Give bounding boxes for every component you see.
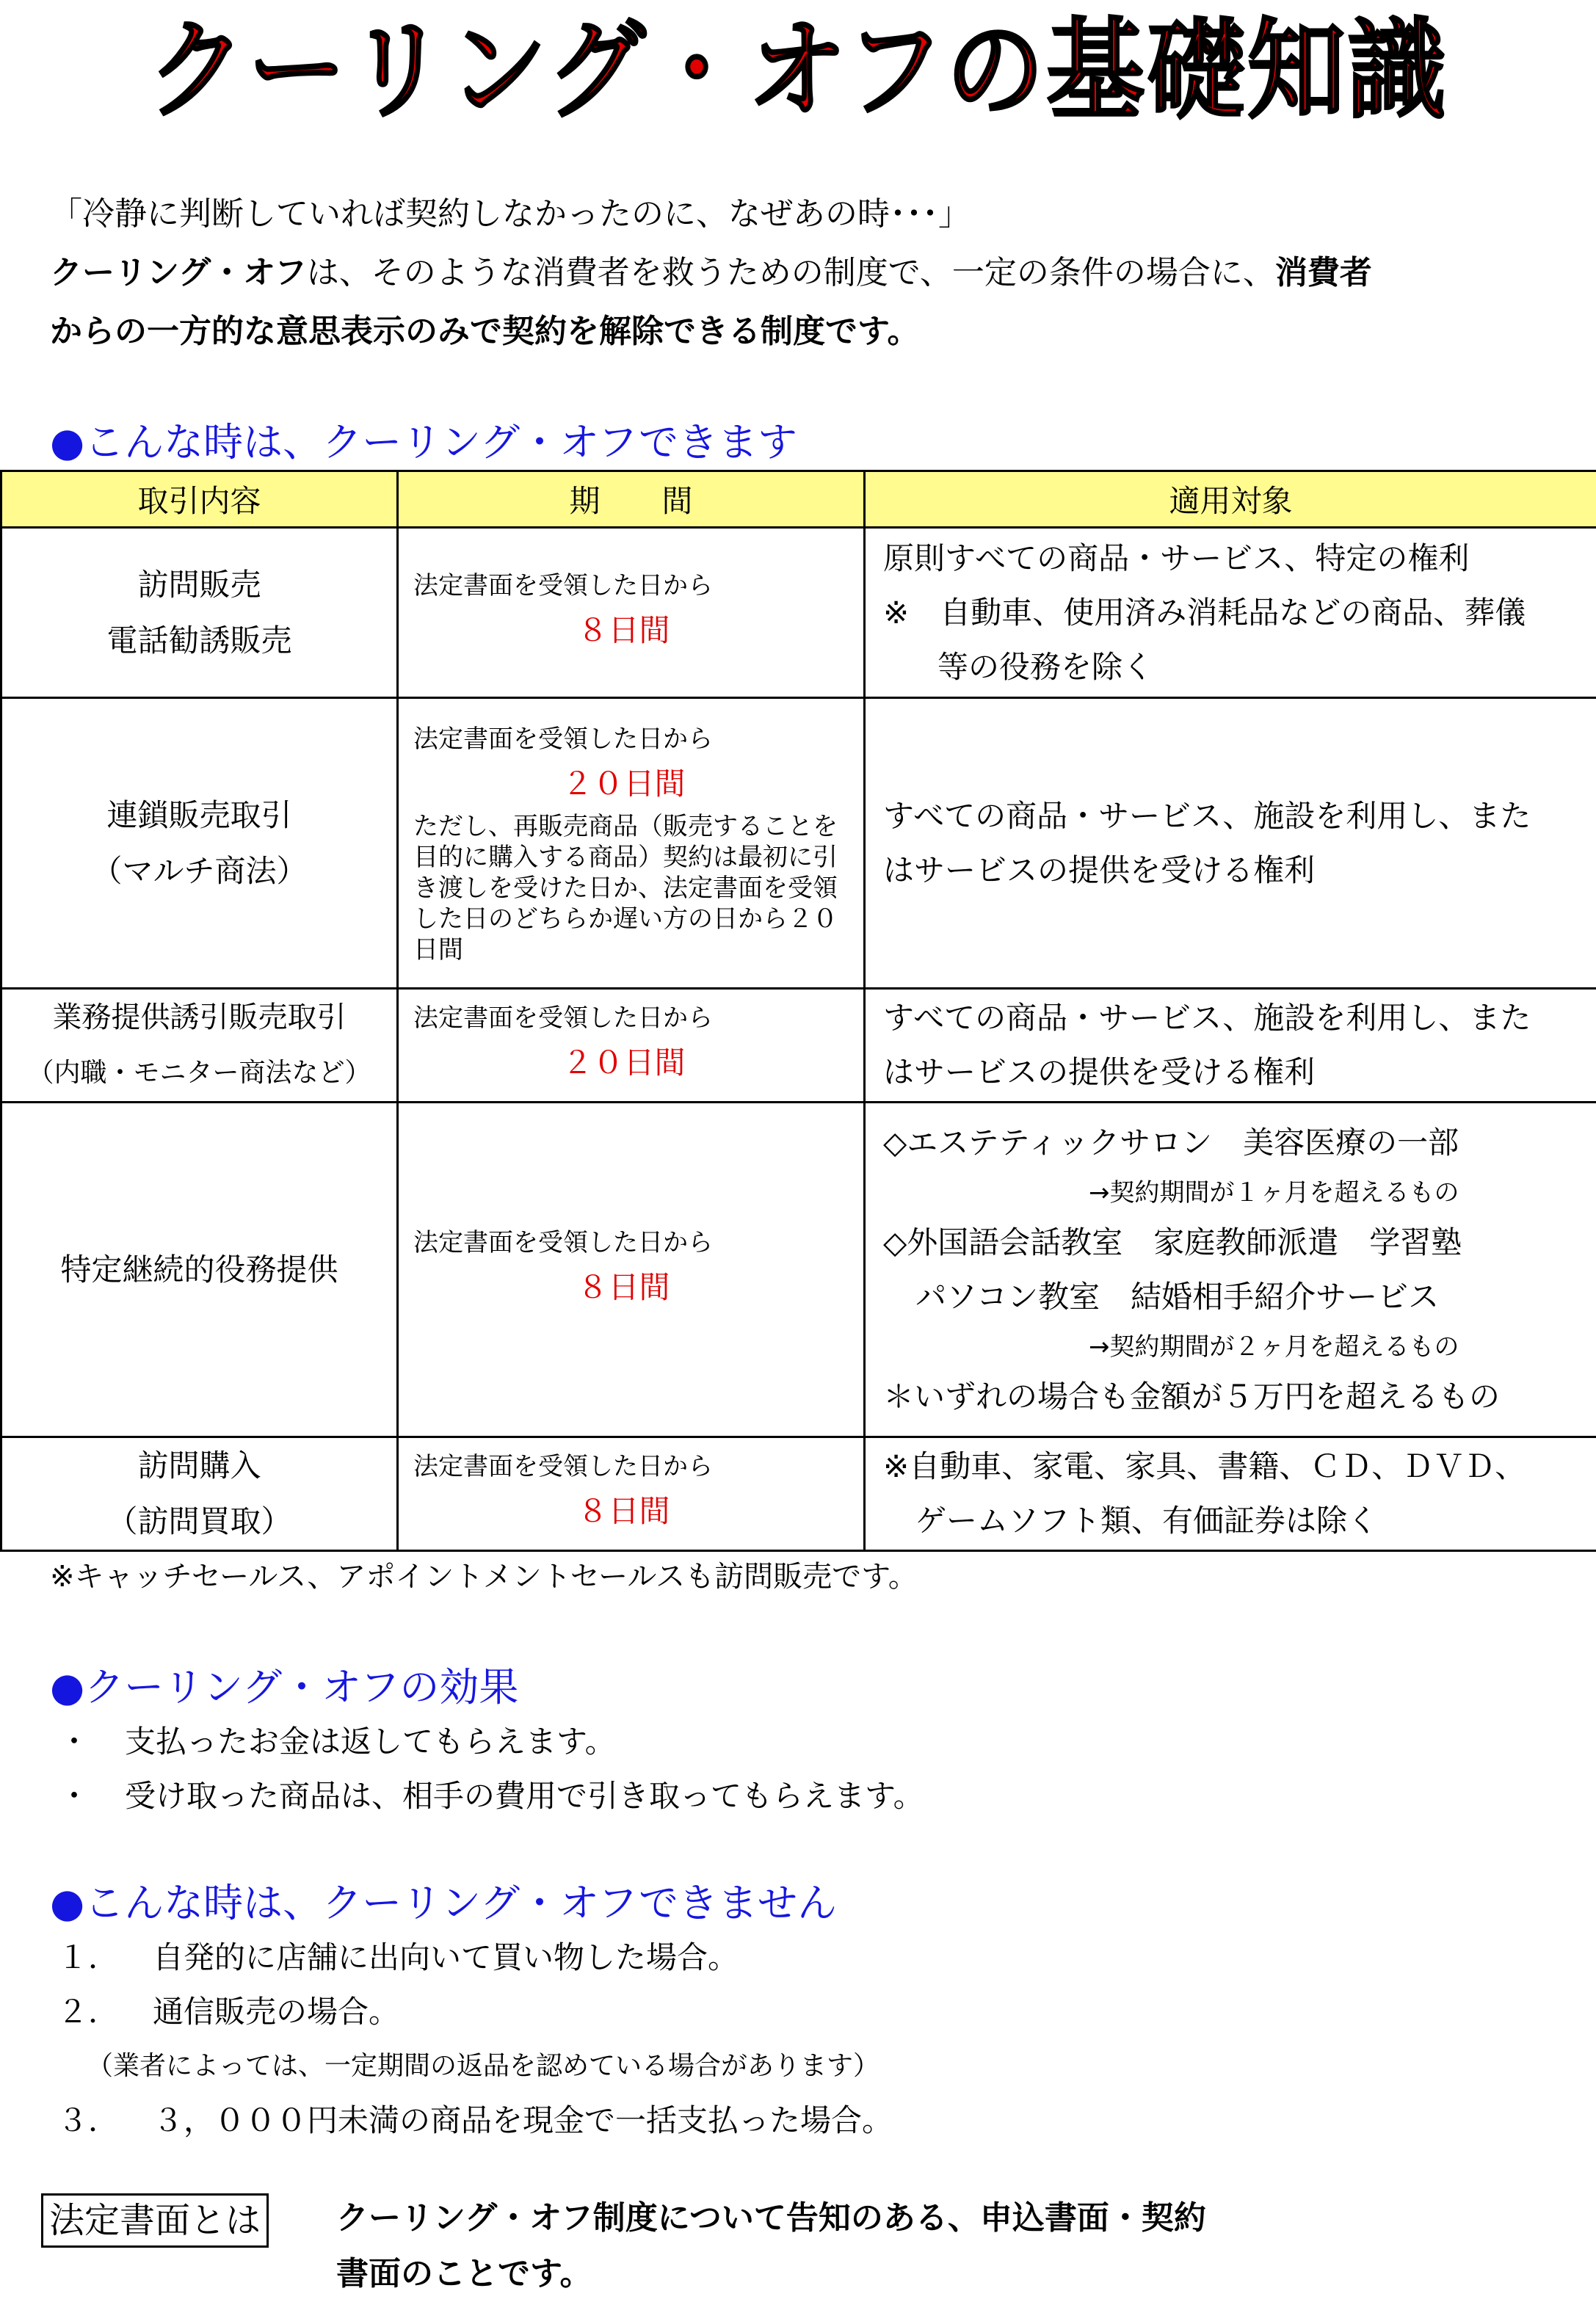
period-note: 法定書面を受領した日から [413,571,713,600]
period-note: 法定書面を受領した日から [413,1228,713,1257]
type-line: （マルチ商法） [2,843,396,899]
target-line: ※自動車、家電、家具、書籍、ＣＤ、ＤＶＤ、 [883,1439,1589,1494]
type-line: 訪問購入 [2,1438,396,1494]
cell-type [1,989,398,1103]
section-heading-can: ●こんな時は、クーリング・オフできます [50,417,797,468]
intro-mid: は、そのような消費者を救うための制度で、一定の条件の場合に、 [307,254,1275,291]
target-line: →契約期間が１ヶ月を超えるもの [883,1170,1589,1216]
intro-line1 [50,244,1562,302]
intro-line2: からの一方的な意思表示のみで契約を解除できる制度です。 [50,302,1562,361]
cooling-off-table [0,470,1596,1552]
target-line: はサービスの提供を受ける権利 [883,1045,1589,1100]
period-days: ８日間 [413,1260,863,1315]
cell-target [865,989,1596,1103]
bullet: ・ [50,1769,125,1823]
target-line: →契約期間が２ヶ月を超えるもの [883,1324,1589,1370]
intro-quote: 「冷静に判断していれば契約しなかったのに、なぜあの時･･･」 [50,185,1562,244]
header-type: 取引内容 [1,471,398,528]
type-line: 訪問販売 [2,557,396,613]
period-note: 法定書面を受領した日から [413,725,713,754]
effect-text: 支払ったお金は返してもらえます。 [125,1724,616,1760]
cell-type [1,1437,398,1551]
table-row [1,528,1596,698]
page-title: クーリング・オフの基礎知識 [80,4,1517,137]
period-days: ８日間 [413,603,863,658]
cannot-text: 通信販売の場合。 [153,1994,399,2030]
target-line: ◇エステティックサロン 美容医療の一部 [883,1116,1589,1170]
target-line: すべての商品・サービス、施設を利用し、また [883,991,1589,1045]
table-row [1,1103,1596,1437]
cannot-list [50,1931,893,2148]
period-days: ８日間 [413,1484,863,1539]
effects-list [50,1715,924,1823]
target-line: パソコン教室 結婚相手紹介サービス [883,1270,1589,1324]
target-line: ＊いずれの場合も金額が５万円を超えるもの [883,1370,1589,1424]
table-row [1,698,1596,989]
list-item [50,1985,893,2039]
list-item [50,1931,893,1985]
cell-type [1,1103,398,1437]
period-days: ２０日間 [413,757,863,811]
type-line: 業務提供誘引販売取引 [2,990,396,1045]
target-line: はサービスの提供を受ける権利 [883,843,1589,898]
cell-target [865,698,1596,989]
cell-target [865,1437,1596,1551]
target-line: 原則すべての商品・サービス、特定の権利 [883,531,1589,586]
target-line: 等の役務を除く [883,640,1589,694]
item-number: １． [50,1931,153,1985]
period-note: 法定書面を受領した日から [413,1003,713,1033]
cell-target [865,528,1596,698]
list-item [50,1769,924,1823]
cell-period [398,528,865,698]
table-row [1,1437,1596,1551]
bullet: ・ [50,1715,125,1769]
period-days: ２０日間 [413,1036,863,1090]
list-item [50,1715,924,1769]
period-extra: ただし、再販売商品（販売することを目的に購入する商品）契約は最初に引き渡しを受けた日か、法定書面を受領した日のどちらか遅い方の日から２０日間 [413,811,863,965]
target-line: すべての商品・サービス、施設を利用し、また [883,789,1589,843]
cell-type [1,698,398,989]
cell-period [398,1437,865,1551]
target-line: ゲームソフト類、有価証券は除く [883,1494,1589,1548]
section-heading-cannot: ●こんな時は、クーリング・オフできません [50,1878,837,1929]
target-line: ◇外国語会話教室 家庭教師派遣 学習塾 [883,1216,1589,1270]
intro-consumer: 消費者 [1275,254,1372,291]
table-row [1,989,1596,1103]
legal-document-definition [336,2190,1437,2302]
list-item [50,2094,893,2148]
target-line: ※ 自動車、使用済み消耗品などの商品、葬儀 [883,586,1589,640]
type-line: 電話勧誘販売 [2,613,396,669]
item-number: ２． [50,1985,153,2039]
legal-line: 書面のことです。 [336,2246,1437,2302]
period-note: 法定書面を受領した日から [413,1452,713,1481]
cannot-paren: （業者によっては、一定期間の返品を認めている場合があります） [50,2039,893,2094]
intro [50,185,1562,361]
legal-line: クーリング・オフ制度について告知のある、申込書面・契約 [336,2190,1437,2246]
table-header-row [1,471,1596,528]
cell-target [865,1103,1596,1437]
header-period: 期 間 [398,471,865,528]
section-heading-effect: ●クーリング・オフの効果 [50,1662,518,1713]
legal-document-label: 法定書面とは [41,2193,269,2248]
type-line: 特定継続的役務提供 [2,1242,396,1298]
table-note: ※キャッチセールス、アポイントメントセールスも訪問販売です。 [50,1555,918,1599]
cell-type [1,528,398,698]
intro-cooling-off: クーリング・オフ [50,254,307,291]
type-line: （内職・モニター商法など） [2,1045,396,1101]
type-line: 連鎖販売取引 [2,788,396,843]
header-target: 適用対象 [865,471,1596,528]
cell-period [398,698,865,989]
type-line: （訪問買取） [2,1494,396,1550]
effect-text: 受け取った商品は、相手の費用で引き取ってもらえます。 [125,1778,924,1814]
cell-period [398,1103,865,1437]
cannot-text: ３，０００円未満の商品を現金で一括支払った場合。 [153,2102,893,2138]
cell-period [398,989,865,1103]
item-number: ３． [50,2094,153,2148]
cannot-text: 自発的に店舗に出向いて買い物した場合。 [153,1939,739,1975]
